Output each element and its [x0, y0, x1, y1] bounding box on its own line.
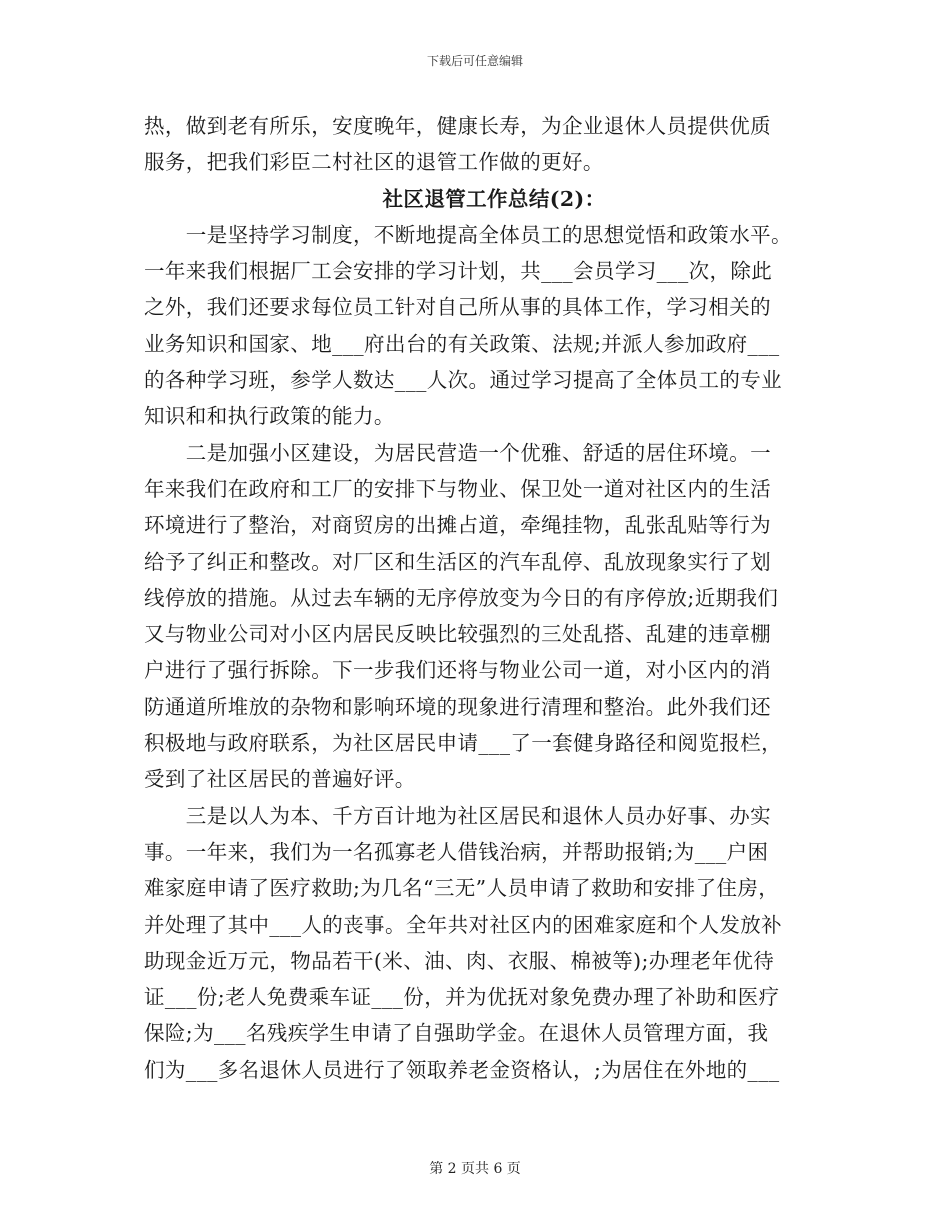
text-line: 事。一年来，我们为一名孤寡老人借钱治病，并帮助报销;为___户困 — [144, 839, 769, 864]
text-line: 线停放的措施。从过去车辆的无序停放变为今日的有序停放;近期我们 — [144, 585, 779, 610]
text-line: 环境进行了整治，对商贸房的出摊占道，牵绳挂物，乱张乱贴等行为 — [144, 513, 771, 538]
text-line: 们为___多名退休人员进行了领取养老金资格认，;为居住在外地的___ — [144, 1057, 780, 1082]
document-body — [144, 108, 814, 1088]
section-heading: 社区退管工作总结(2)： — [382, 186, 606, 211]
text-line: 证___份;老人免费乘车证___份，并为优抚对象免费办理了补助和医疗 — [144, 985, 780, 1010]
text-line: 保险;为___名残疾学生申请了自强助学金。在退休人员管理方面，我 — [144, 1021, 769, 1046]
text-line: 助现金近万元，物品若干(米、油、肉、衣服、棉被等);办理老年优待 — [144, 948, 775, 973]
text-line: 之外，我们还要求每位员工针对自己所从事的具体工作，学习相关的 — [144, 295, 771, 320]
text-line: 防通道所堆放的杂物和影响环境的现象进行清理和整治。此外我们还 — [144, 694, 771, 719]
text-line: 的各种学习班，参学人数达___人次。通过学习提高了全体员工的专业 — [144, 368, 783, 393]
text-line: 知识和和执行政策的能力。 — [144, 404, 395, 429]
text-line: 又与物业公司对小区内居民反映比较强烈的三处乱搭、乱建的违章棚 — [144, 622, 771, 647]
page-header: 下载后可任意编辑 — [426, 54, 523, 68]
text-line: 三是以人为本、千方百计地为社区居民和退休人员办好事、办实 — [144, 803, 771, 828]
text-line: 积极地与政府联系，为社区居民申请___了一套健身路径和阅览报栏， — [144, 731, 783, 756]
text-line: 服务，把我们彩臣二村社区的退管工作做的更好。 — [144, 150, 604, 175]
text-line: 难家庭申请了医疗救助;为几名“三无”人员申请了救助和安排了住房， — [144, 876, 780, 901]
text-line: 给予了纠正和整改。对厂区和生活区的汽车乱停、乱放现象实行了划 — [144, 549, 771, 574]
text-line: 受到了社区居民的普遍好评。 — [144, 767, 416, 792]
text-line: 年来我们在政府和工厂的安排下与物业、保卫处一道对社区内的生活 — [144, 476, 771, 501]
text-line: 并处理了其中___人的丧事。全年共对社区内的困难家庭和个人发放补 — [144, 912, 783, 937]
text-line: 一是坚持学习制度，不断地提高全体员工的思想觉悟和政策水平。 — [144, 222, 792, 247]
text-line: 户进行了强行拆除。下一步我们还将与物业公司一道，对小区内的消 — [144, 658, 771, 683]
text-line: 热，做到老有所乐，安度晚年，健康长寿，为企业退休人员提供优质 — [144, 114, 771, 138]
page-number-footer: 第 2 页共 6 页 — [429, 1161, 521, 1177]
text-line: 二是加强小区建设，为居民营造一个优雅、舒适的居住环境。一 — [144, 440, 771, 465]
text-line: 一年来我们根据厂工会安排的学习计划，共___会员学习___次，除此 — [144, 259, 773, 284]
text-line: 业务知识和国家、地___府出台的有关政策、法规;并派人参加政府___ — [144, 331, 780, 356]
